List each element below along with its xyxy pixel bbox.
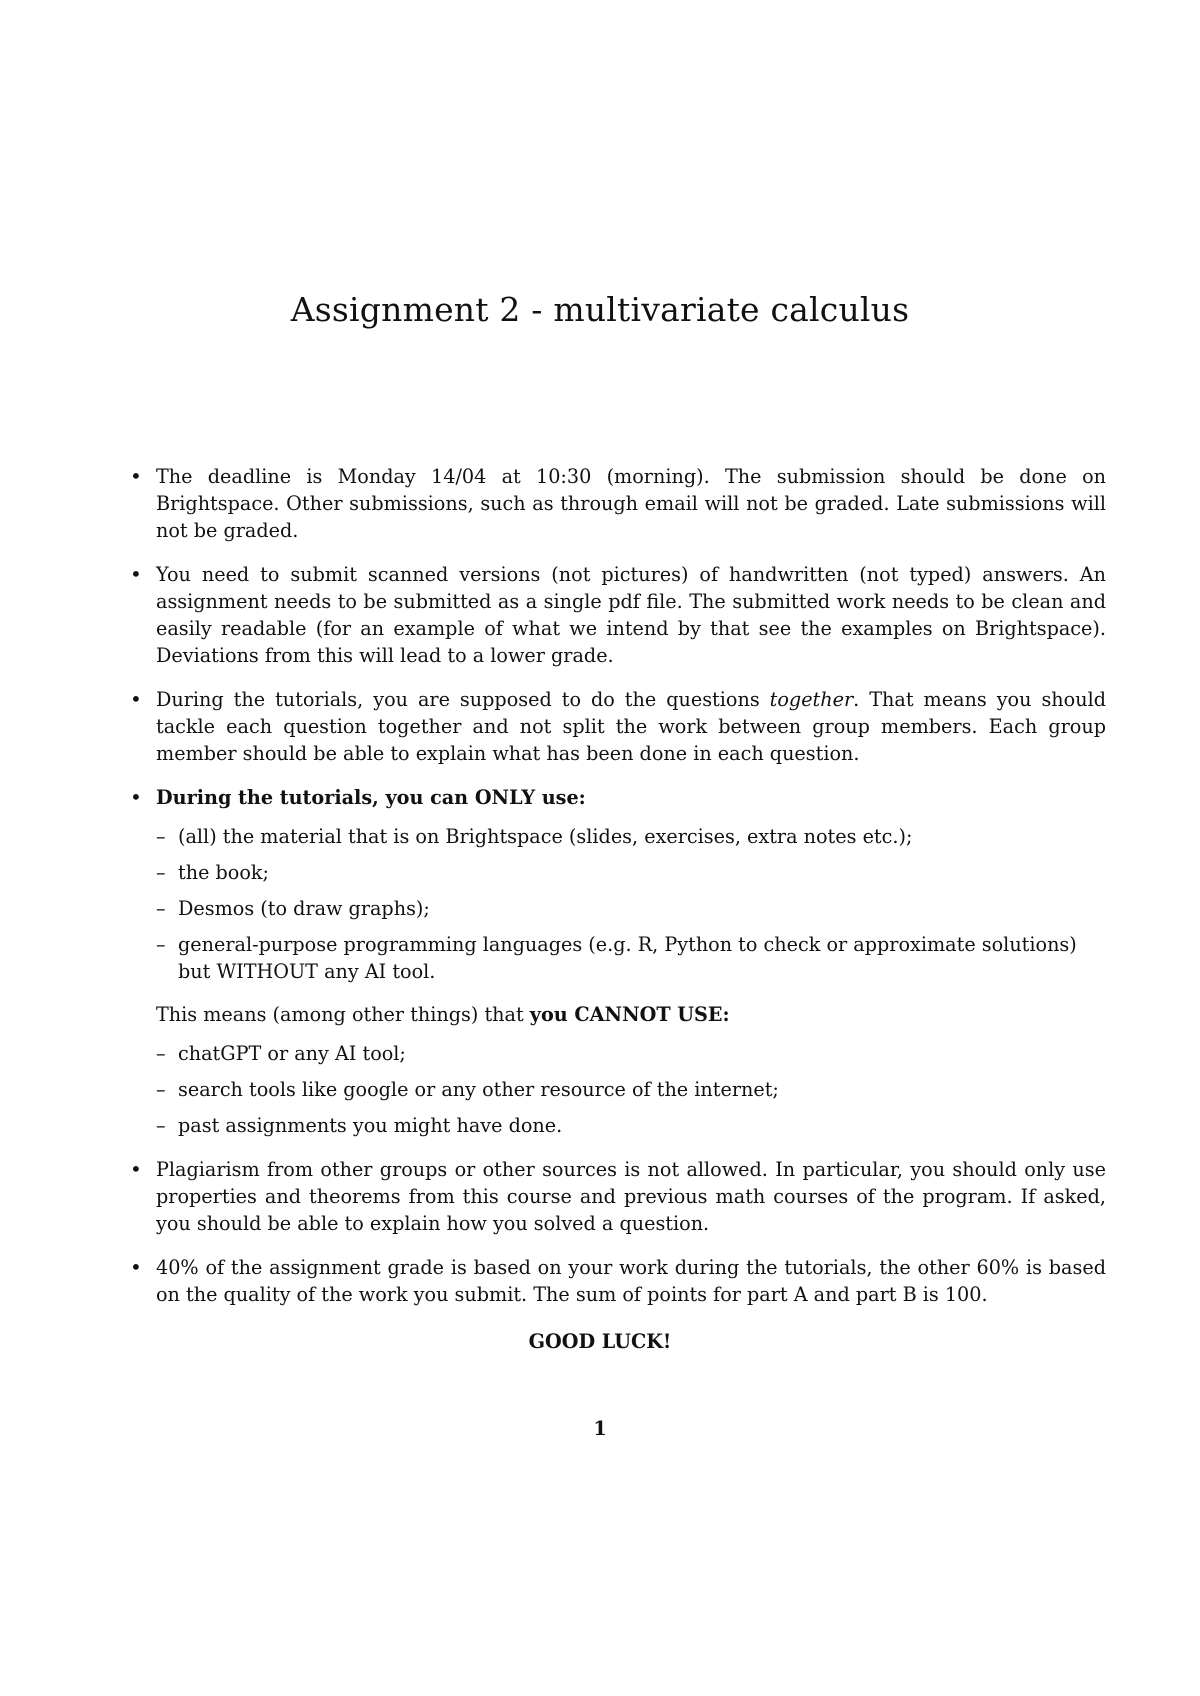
- allowed-resource-item: – general-purpose programming languages (e.g. R, Python to check or approximate solutions) but WITHOUT any AI tool.: [156, 931, 1106, 985]
- teamwork-text-start: During the tutorials, you are supposed to do the questions: [156, 688, 770, 711]
- list-item-grading: [130, 1254, 1106, 1308]
- instructions-list-container: [130, 463, 1106, 1325]
- forbidden-resources-intro: [156, 1001, 1106, 1028]
- teamwork-text: [156, 686, 1106, 767]
- allowed-resource-item: – Desmos (to draw graphs);: [156, 895, 1106, 922]
- list-item-deadline: [130, 463, 1106, 544]
- forbidden-resource-item: – chatGPT or any AI tool;: [156, 1040, 1106, 1067]
- allowed-resources-list: [156, 823, 1106, 985]
- forbidden-resource-item: – past assignments you might have done.: [156, 1112, 1106, 1139]
- grading-text: • 40% of the assignment grade is based on your work during the tutorials, the other 60% is based on the quality of the work you submit. The sum of points for part A and part B is 100.: [156, 1256, 1106, 1306]
- list-item-plagiarism: [130, 1156, 1106, 1237]
- forbidden-resources-list: [156, 1040, 1106, 1139]
- deadline-text: • The deadline is Monday 14/04 at 10:30 (morning). The submission should be done on Brightspace. Other submissions, such as through email will not be graded. Late submissions will not be graded.: [156, 465, 1106, 542]
- teamwork-emphasis: together: [769, 688, 854, 711]
- allowed-resource-item: – (all) the material that is on Brightspace (slides, exercises, extra notes etc.);: [156, 823, 1106, 850]
- list-item-allowed-resources: [130, 784, 1106, 1139]
- document-title: Assignment 2 - multivariate calculus: [290, 290, 910, 329]
- plagiarism-text: • Plagiarism from other groups or other sources is not allowed. In particular, you should only use properties and theorems from this course and previous math courses of the program. If asked, you should be able to explain how you solved a question.: [156, 1158, 1106, 1235]
- forbidden-intro-bold: you CANNOT USE:: [529, 1003, 730, 1026]
- allowed-resources-heading: • During the tutorials, you can ONLY use:: [156, 786, 586, 809]
- submission-format-text: • You need to submit scanned versions (not pictures) of handwritten (not typed) answers. An assignment needs to be submitted as a single pdf file. The submitted work needs to be clean and easily readable (for an example of what we intend by that see the examples on Brightspace). Deviations from this will lead to a lower grade.: [156, 563, 1106, 667]
- list-item-submission-format: [130, 561, 1106, 669]
- forbidden-resource-item: – search tools like google or any other resource of the internet;: [156, 1076, 1106, 1103]
- forbidden-intro-text: This means (among other things) that: [156, 1003, 530, 1026]
- allowed-resource-item: – the book;: [156, 859, 1106, 886]
- closing-message: GOOD LUCK!: [528, 1330, 672, 1353]
- page-number: 1: [593, 1417, 607, 1440]
- teamwork-text-end: . That means you should tackle each question together and not split the work between group members. Each group member should be able to explain what has been done in each question.: [156, 688, 1106, 765]
- instructions-list: [130, 463, 1106, 1308]
- list-item-teamwork: [130, 686, 1106, 767]
